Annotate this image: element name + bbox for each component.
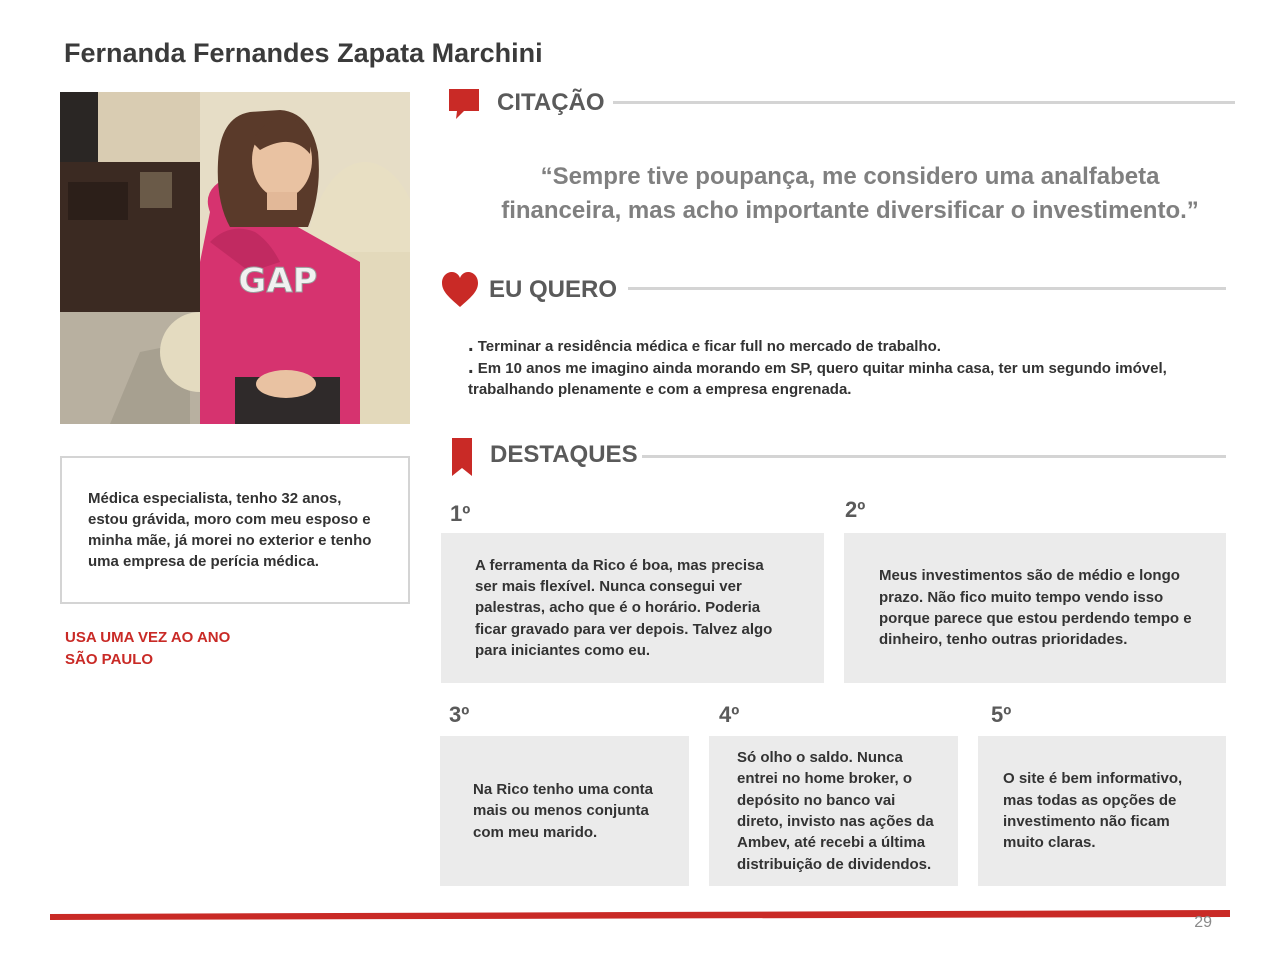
bookmark-icon [449, 436, 475, 478]
section-rule-highlights [642, 455, 1226, 458]
highlight-rank-2: 2º [845, 497, 866, 522]
section-rule-wants [628, 287, 1226, 290]
svg-text:GAP: GAP [238, 261, 318, 301]
highlight-text-2: Meus investimentos são de médio e longo prazo. Não fico muito tempo vendo isso porque parece que estou perdendo tempo e dinheiro, tenho outras prioridades. [879, 567, 1192, 649]
highlight-rank-5: 5º [991, 702, 1012, 727]
persona-city: SÃO PAULO [65, 651, 154, 668]
highlight-rank-4: 4º [719, 702, 740, 727]
persona-bio: Médica especialista, tenho 32 anos, estou grávida, moro com meu esposo e minha mãe, já morei no exterior e tenho uma empresa de perícia médica. [60, 456, 410, 604]
list-item: . Em 10 anos me imagino ainda morando em SP, quero quitar minha casa, ter um segundo imóvel, trabalhando plenamente e com a empresa engrenada. [468, 355, 1167, 398]
persona-quote [460, 160, 1240, 228]
highlight-card-2 [844, 533, 1226, 683]
highlight-rank-3: 3º [449, 702, 470, 727]
speech-bubble-icon [446, 86, 482, 122]
section-rule-quote [613, 101, 1235, 104]
usage-frequency: USA UMA VEZ AO ANO [65, 629, 231, 646]
quote-line-2: financeira, mas acho importante diversificar o investimento.” [501, 197, 1199, 224]
footer-accent-bar [50, 907, 1230, 917]
highlight-card-3 [440, 736, 689, 886]
list-item: . Terminar a residência médica e ficar full no mercado de trabalho. [468, 334, 941, 356]
highlight-rank-1: 1º [450, 501, 471, 526]
quote-line-1: “Sempre tive poupança, me considero uma analfabeta [540, 163, 1160, 190]
section-title-wants: EU QUERO [489, 276, 618, 303]
section-title-highlights: DESTAQUES [490, 441, 638, 468]
highlight-text-3: Na Rico tenho uma conta mais ou menos conjunta com meu marido. [473, 781, 654, 841]
highlight-card-1 [441, 533, 824, 683]
persona-meta [65, 627, 230, 671]
persona-name: Fernanda Fernandes Zapata Marchini [64, 38, 543, 68]
persona-photo [60, 92, 410, 424]
page-number: 29 [1194, 914, 1212, 931]
highlight-text-4: Só olho o saldo. Nunca entrei no home broker, o depósito no banco vai direto, invisto nas ações da Ambev, até recebi a última distribuição de dividendos. [737, 749, 934, 873]
section-title-quote: CITAÇÃO [497, 89, 605, 116]
highlight-card-4 [709, 736, 958, 886]
highlight-text-1: A ferramenta da Rico é boa, mas precisa ser mais flexível. Nunca consegui ver palestras, acho que é o horário. Poderia ficar gravado para ver depois. Talvez algo para iniciantes como eu. [475, 556, 773, 659]
wants-list [468, 336, 1208, 401]
highlight-text-5: O site é bem informativo, mas todas as opções de investimento não ficam muito claras. [1003, 770, 1183, 852]
heart-icon [440, 270, 480, 310]
highlight-card-5 [978, 736, 1226, 886]
